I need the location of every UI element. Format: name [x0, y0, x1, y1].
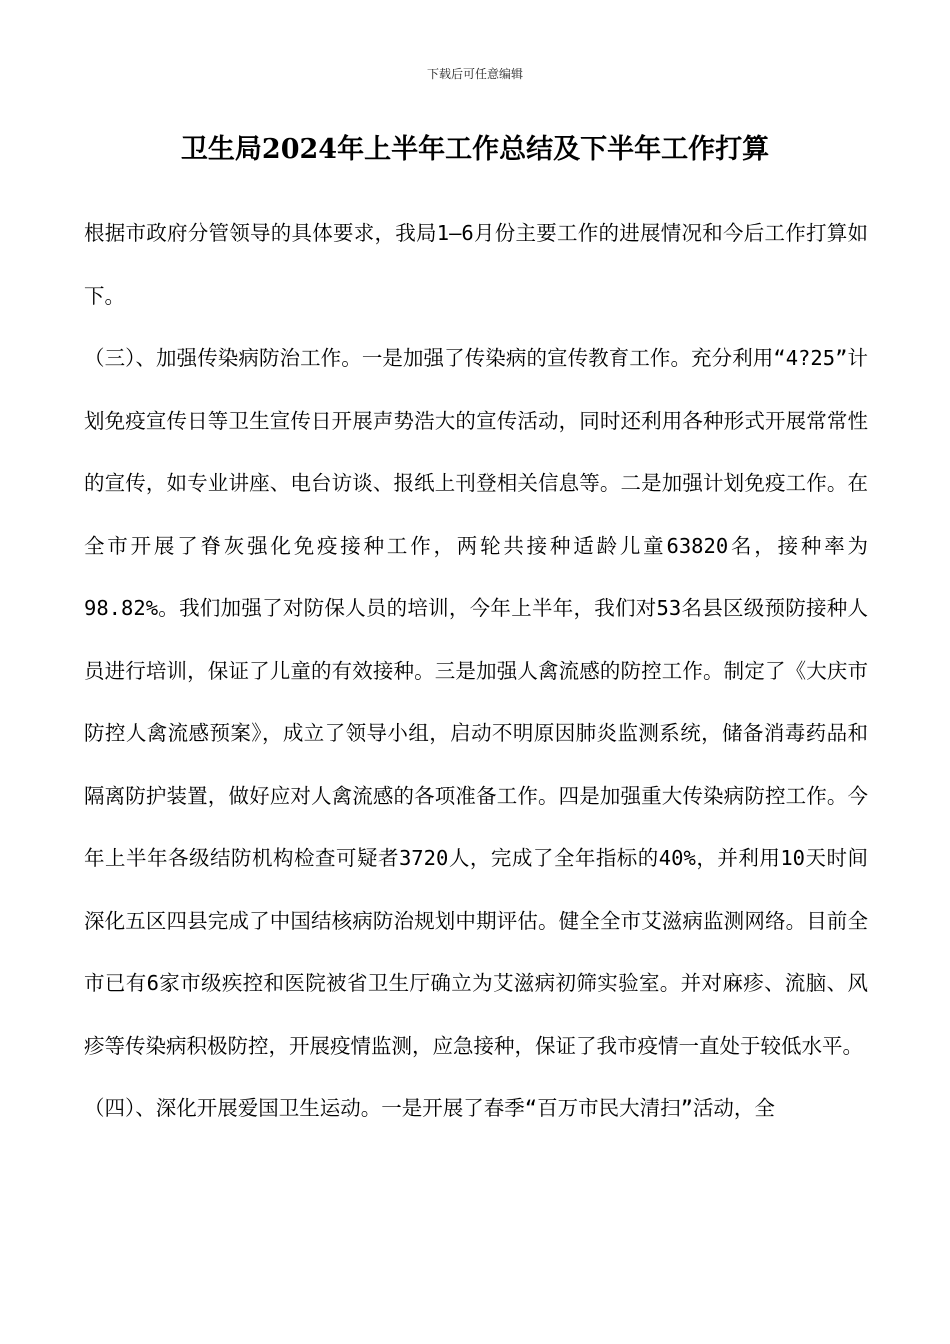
paragraph-section-3: （三）、加强传染病防治工作。一是加强了传染病的宣传教育工作。充分利用“4?25”计划免疫宣传日等卫生宣传日开展声势浩大的宣传活动，同时还利用各种形式开展常常性的宣传，如专业讲座、电台访谈、报纸上刊登相关信息等。二是加强计划免疫工作。在全市开展了脊灰强化免疫接种工作，两轮共接种适龄儿童63820名，接种率为98.82%。我们加强了对防保人员的培训，今年上半年，我们对53名县区级预防接种人员进行培训，保证了儿童的有效接种。三是加强人禽流感的防控工作。制定了《大庆市防控人禽流感预案》，成立了领导小组，启动不明原因肺炎监测系统，储备消毒药品和隔离防护装置，做好应对人禽流感的各项准备工作。四是加强重大传染病防控工作。今年上半年各级结防机构检查可疑者3720人，完成了全年指标的40%，并利用10天时间深化五区四县完成了中国结核病防治规划中期评估。健全全市艾滋病监测网络。目前全市已有6家市级疾控和医院被省卫生厅确立为艾滋病初筛实验室。并对麻疹、流脑、风疹等传染病积极防控，开展疫情监测，应急接种，保证了我市疫情一直处于较低水平。: [84, 346, 868, 1058]
header-note: 下载后可任意编辑: [426, 67, 523, 81]
paragraph-section-4: （四）、深化开展爱国卫生运动。一是开展了春季“百万市民大清扫”活动，全: [84, 1096, 775, 1120]
document-body: [84, 202, 868, 1140]
document-title: 卫生局2024年上半年工作总结及下半年工作打算: [180, 134, 770, 165]
paragraph-intro: 根据市政府分管领导的具体要求，我局1—6月份主要工作的进展情况和今后工作打算如下。: [84, 221, 868, 308]
